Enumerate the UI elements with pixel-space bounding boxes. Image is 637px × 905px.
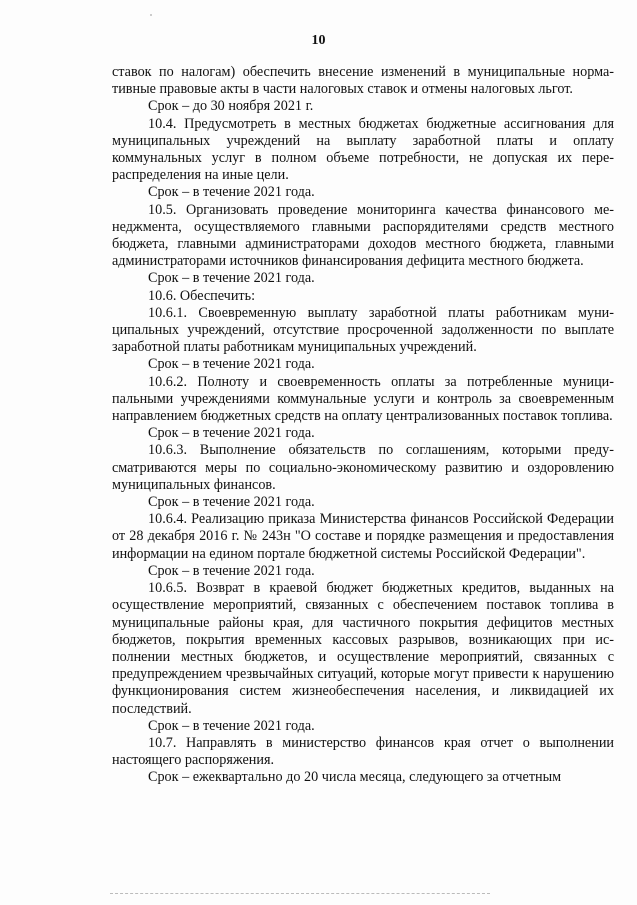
document-body	[112, 64, 614, 787]
paragraph-10-6-1: 10.6.1. Своевременную выплату заработной платы работникам муниципальных учреждений, отсутствие просроченной задолженности по выплате заработной платы работникам муниципальных учреждений.	[112, 304, 614, 356]
paragraph-10-6-5: 10.6.5. Возврат в краевой бюджет бюджетных кредитов, выданных на осуществление мероприятий, связанных с обеспечением поставок топлива в муниципальные районы края, для частичного покрытия дефицитов местных бюджетов, покрытия временных кассовых разрывов, возникающих при исполнении местных бюджетов, и осуществление мероприятий, связанных с предупреждением чрезвычайных ситуаций, которые могут привести к нарушению функционирования систем жизнеобеспечения населения, и ликвидацией их последствий.	[112, 580, 614, 717]
paragraph: ставок по налогам) обеспечить внесение изменений в муниципальные нормативные правовые акты в части налоговых ставок и отмены налоговых льгот.	[112, 64, 614, 98]
deadline-line: Срок – ежеквартально до 20 числа месяца, следующего за отчетным	[148, 769, 562, 786]
deadline-line: Срок – в течение 2021 года.	[148, 270, 315, 287]
deadline-line: Срок – в течение 2021 года.	[148, 425, 315, 442]
deadline-line: Срок – в течение 2021 года.	[148, 494, 315, 511]
paragraph-10-6-2: 10.6.2. Полноту и своевременность оплаты за потребленные муниципальными учреждениями коммунальные услуги и контроль за своевременным направлением бюджетных средств на оплату централизованных поставок топлива.	[112, 373, 614, 425]
page-number: 10	[311, 33, 326, 48]
deadline-line: Срок – в течение 2021 года.	[148, 717, 315, 734]
paragraph-10-4: 10.4. Предусмотреть в местных бюджетах бюджетные ассигнования для муниципальных учреждений на выплату заработной платы и оплату коммунальных услуг в полном объеме потребности, не допуская их перераспределения на иные цели.	[112, 115, 614, 184]
deadline-line: Срок – до 30 ноября 2021 г.	[148, 98, 314, 115]
scan-artifact-line	[110, 893, 490, 895]
deadline-line: Срок – в течение 2021 года.	[148, 184, 315, 201]
paragraph-10-6: 10.6. Обеспечить:	[148, 287, 256, 304]
deadline-line: Срок – в течение 2021 года.	[148, 356, 315, 373]
paragraph-10-5: 10.5. Организовать проведение мониторинга качества финансового менеджмента, осуществляемого главными распорядителями средств местного бюджета, главными администраторами доходов местного бюджета, главными администраторами источников финансирования дефицита местного бюджета.	[112, 201, 614, 270]
paragraph-10-6-4: 10.6.4. Реализацию приказа Министерства финансов Российской Федерации от 28 декабря 2016 г. № 243н "О составе и порядке размещения и предоставления информации на едином портале бюджетной системы Российской Федерации".	[112, 511, 614, 562]
deadline-line: Срок – в течение 2021 года.	[148, 562, 315, 579]
scan-artifact	[150, 14, 152, 16]
paragraph-10-7: 10.7. Направлять в министерство финансов края отчет о выполнении настоящего распоряжения.	[112, 734, 614, 769]
paragraph-10-6-3: 10.6.3. Выполнение обязательств по соглашениям, которыми предусматриваются меры по социально-экономическому развитию и оздоровлению муниципальных финансов.	[112, 442, 614, 493]
